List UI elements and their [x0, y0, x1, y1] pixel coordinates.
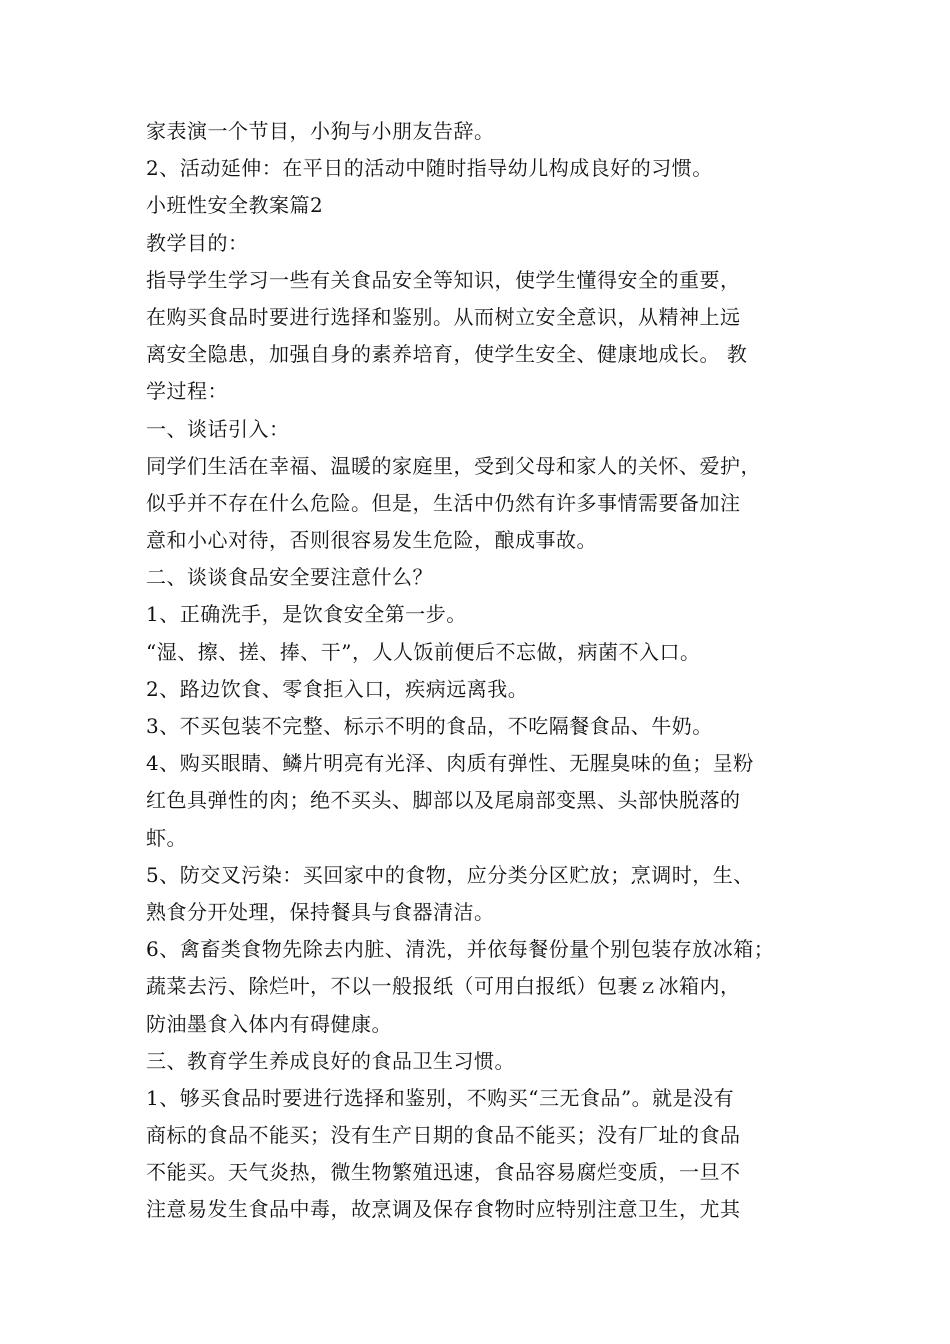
text-line: 学过程： — [146, 379, 228, 404]
text-line: 教学目的： — [146, 230, 249, 255]
text-line: 注意易发生食品中毒，故烹调及保存食物时应特别注意卫生，尤其 — [146, 1197, 741, 1222]
text-line: 指导学生学习一些有关食品安全等知识，使学生懂得安全的重要， — [146, 267, 741, 292]
text-line: 意和小心对待，否则很容易发生危险，酿成事故。 — [146, 528, 597, 553]
text-line: 红色具弹性的肉；绝不买头、脚部以及尾扇部变黑、头部快脱落的 — [146, 788, 741, 813]
text-line: 蔬菜去污、除烂叶，不以一般报纸（可用白报纸）包裹ｚ冰箱内， — [146, 974, 741, 999]
text-line: 不能买。天气炎热，微生物繁殖迅速，食品容易腐烂变质，一旦不 — [146, 1160, 741, 1185]
section-heading: 小班性安全教案篇2 — [146, 193, 324, 218]
text-line: 防油墨食入体内有碍健康。 — [146, 1011, 392, 1036]
text-line: 二、谈谈食品安全要注意什么？ — [146, 565, 433, 590]
document-body — [146, 113, 826, 1229]
text-line: 商标的食品不能买；没有生产日期的食品不能买；没有厂址的食品 — [146, 1123, 741, 1148]
text-line: 2、活动延伸：在平日的活动中随时指导幼儿构成良好的习惯。 — [146, 156, 713, 181]
text-line: 同学们生活在幸福、温暖的家庭里，受到父母和家人的关怀、爱护， — [146, 453, 761, 478]
text-line: 5、防交叉污染：买回家中的食物，应分类分区贮放；烹调时，生、 — [146, 862, 754, 887]
text-line: 似乎并不存在什么危险。但是，生活中仍然有许多事情需要备加注 — [146, 490, 741, 515]
text-line: “湿、擦、搓、捧、干”，人人饭前便后不忘做，病菌不入口。 — [146, 639, 701, 664]
text-line: 熟食分开处理，保持餐具与食器清洁。 — [146, 899, 495, 924]
text-line: 3、不买包装不完整、标示不明的食品，不吃隔餐食品、牛奶。 — [146, 714, 713, 738]
text-line: 一、谈话引入： — [146, 416, 290, 441]
text-line: 家表演一个节目，小狗与小朋友告辞。 — [146, 119, 495, 143]
text-line: 离安全隐患，加强自身的素养培育，使学生安全、健康地成长。 教 — [146, 342, 748, 367]
text-line: 1、正确洗手，是饮食安全第一步。 — [146, 602, 467, 627]
text-line: 6、禽畜类食物先除去内脏、清洗，并依每餐份量个别包装存放冰箱； — [146, 937, 775, 962]
text-line: 虾。 — [146, 825, 187, 850]
text-line: 在购买食品时要进行选择和鉴别。从而树立安全意识，从精神上远 — [146, 304, 741, 329]
text-line: 4、购买眼睛、鳞片明亮有光泽、肉质有弹性、无腥臭味的鱼；呈粉 — [146, 751, 754, 776]
text-line: 2、路边饮食、零食拒入口，疾病远离我。 — [146, 676, 529, 701]
text-line: 三、教育学生养成良好的食品卫生习惯。 — [146, 1048, 515, 1073]
text-line: 1、够买食品时要进行选择和鉴别，不购买“三无食品”。就是没有 — [146, 1085, 735, 1110]
